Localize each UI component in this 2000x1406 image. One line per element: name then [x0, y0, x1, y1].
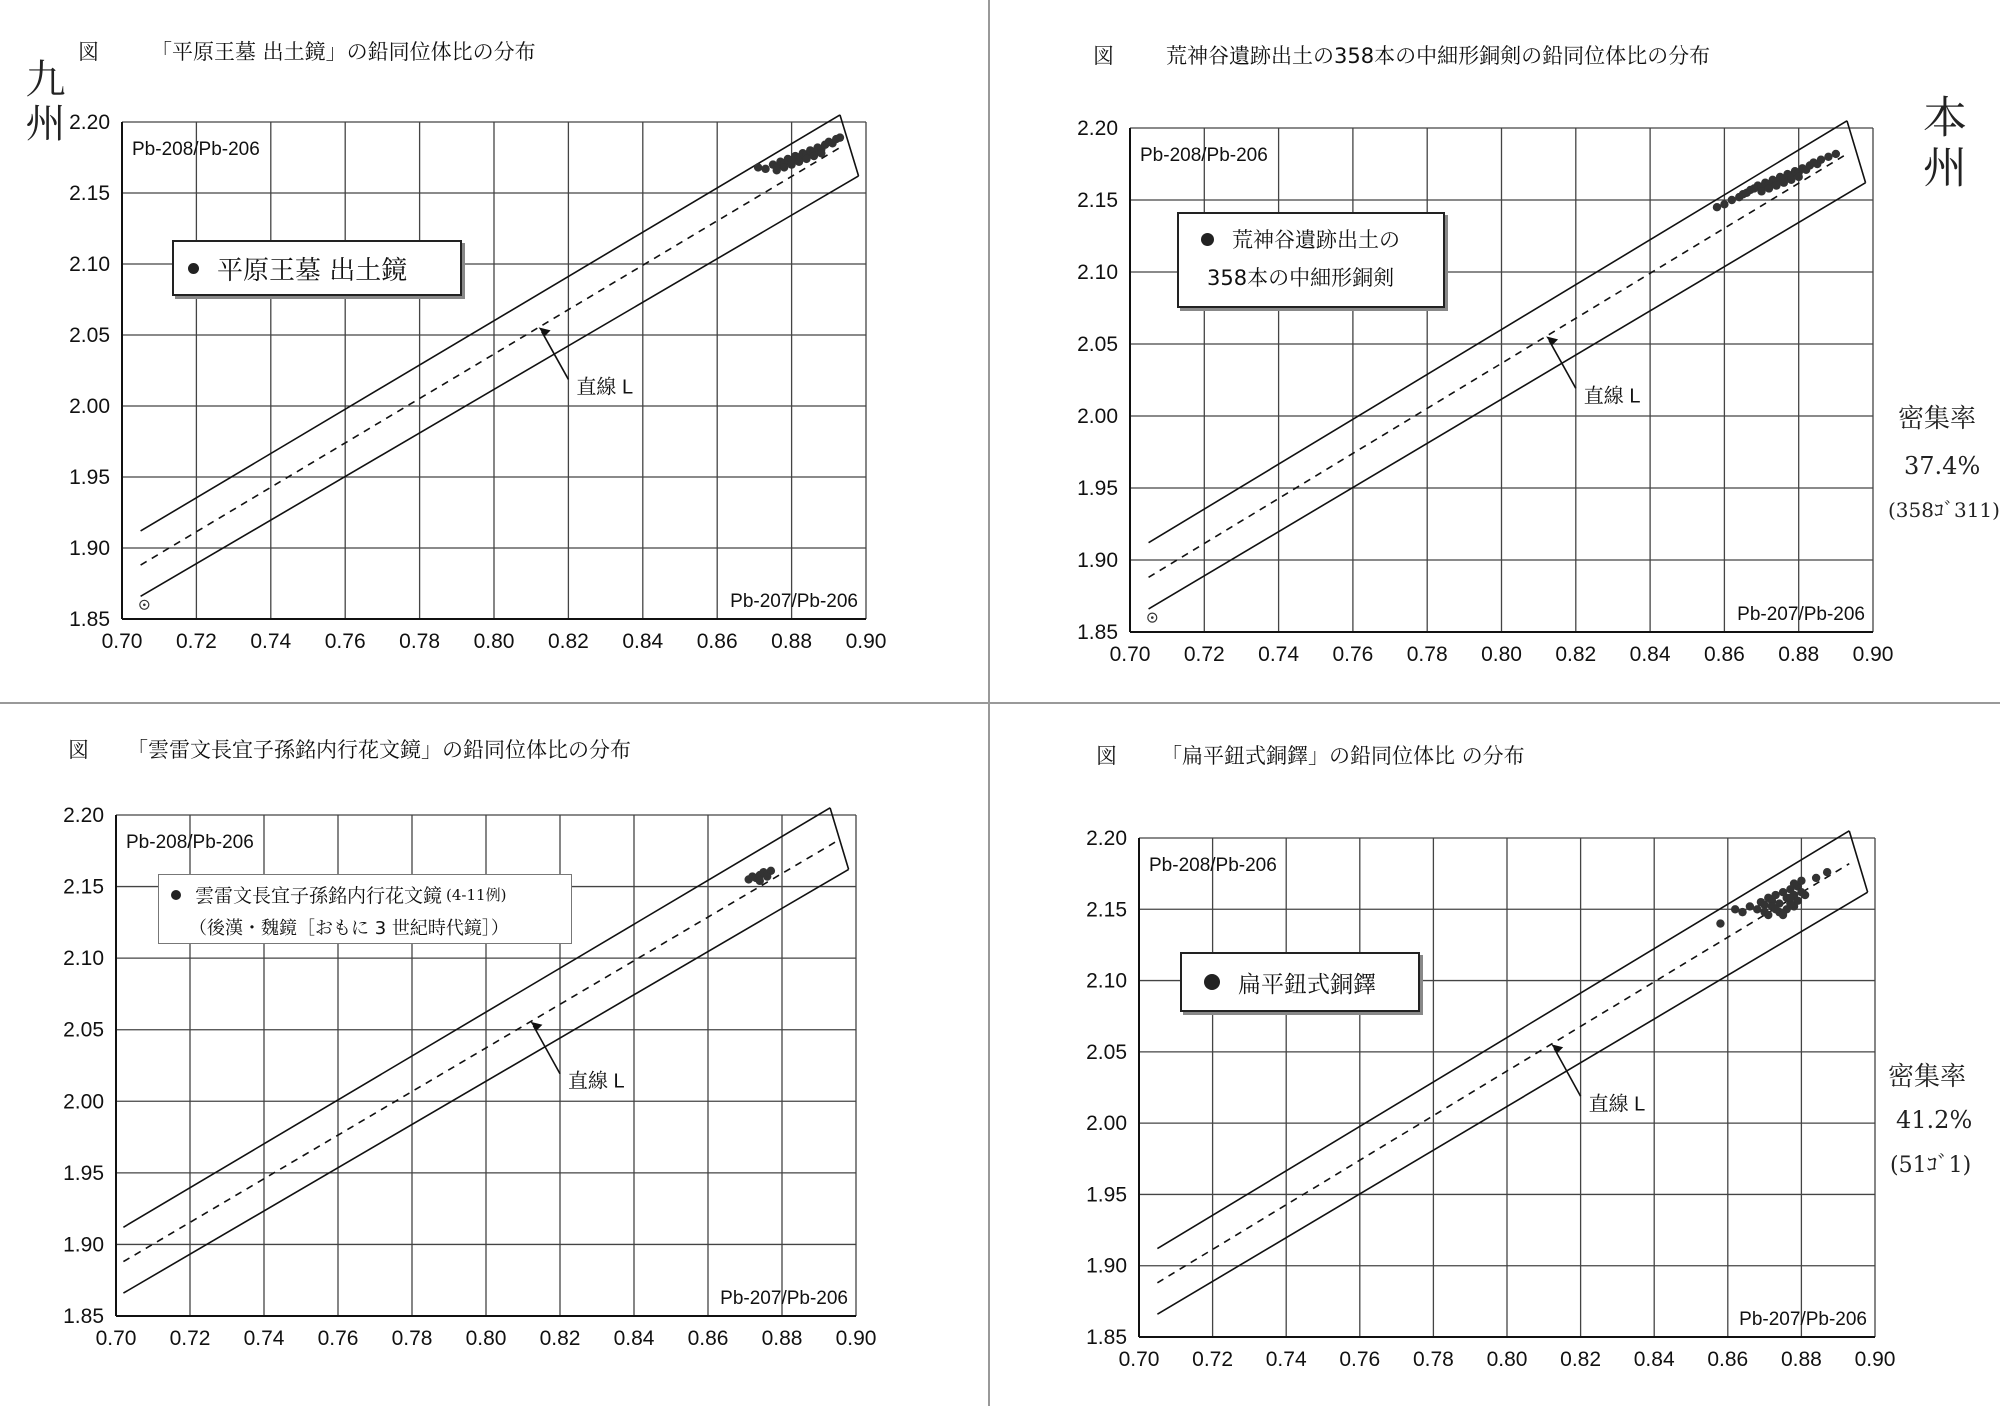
arrow-label: 直線 L — [1583, 385, 1641, 408]
band-end-cap — [1849, 831, 1867, 892]
y-tick-label: 2.20 — [63, 804, 104, 827]
x-tick-label: 0.84 — [613, 1327, 655, 1350]
y-tick-label: 1.90 — [63, 1233, 104, 1257]
y-tick-label: 2.00 — [1077, 405, 1118, 428]
x-tick-label: 0.82 — [1555, 643, 1597, 666]
x-tick-label: 0.72 — [175, 630, 217, 653]
x-tick-label: 0.70 — [95, 1327, 137, 1350]
legend-marker-4 — [1204, 974, 1220, 990]
y-tick-label: 2.15 — [63, 875, 104, 899]
x-tick-label: 0.86 — [1703, 643, 1745, 666]
y-tick-label: 2.05 — [63, 1018, 104, 1042]
legend-label-3-line2: （後漢・魏鏡［おもに 3 世紀時代鏡］） — [189, 918, 509, 939]
x-tick-label: 0.70 — [1118, 1348, 1160, 1371]
y-tick-label: 2.20 — [1086, 827, 1127, 850]
x-tick-label: 0.84 — [1629, 643, 1671, 666]
legend-label-3: 雲雷文長宜子孫銘内行花文鏡 — [195, 885, 443, 907]
data-point — [1779, 911, 1787, 919]
x-tick-label: 0.74 — [1258, 643, 1300, 666]
y-tick-label: 2.20 — [69, 111, 110, 134]
y-tick-label: 2.00 — [69, 395, 110, 418]
x-tick-label: 0.88 — [1778, 643, 1820, 666]
x-tick-label: 0.80 — [473, 630, 515, 653]
x-tick-label: 0.72 — [1192, 1348, 1234, 1371]
legend-note-3: (4-11例) — [446, 886, 507, 904]
y-tick-label: 1.85 — [1077, 621, 1118, 644]
x-tick-label: 0.74 — [1265, 1348, 1307, 1371]
arrow-label: 直線 L — [576, 376, 634, 399]
data-point — [1731, 905, 1739, 913]
y-axis-label: Pb-208/Pb-206 — [126, 832, 254, 853]
data-point — [1823, 868, 1831, 876]
x-tick-label: 0.72 — [169, 1327, 211, 1350]
y-tick-label: 2.15 — [1077, 189, 1118, 212]
x-axis-label: Pb-207/Pb-206 — [1737, 604, 1865, 625]
x-tick-label: 0.80 — [1481, 643, 1522, 666]
data-point — [1797, 877, 1805, 885]
x-tick-label: 0.78 — [391, 1327, 433, 1350]
x-tick-label: 0.88 — [761, 1327, 803, 1350]
handwritten-honshu: 本州 — [1915, 94, 1966, 194]
x-tick-label: 0.82 — [1560, 1348, 1602, 1371]
band-upper-line — [1157, 831, 1849, 1249]
chart-title-4: 図 「扁平鈕式銅鐸」の鉛同位体比 の分布 — [1096, 744, 1525, 768]
x-tick-label: 0.76 — [1332, 643, 1374, 666]
legend-label-1: 平原王墓 出土鏡 — [217, 255, 408, 286]
x-tick-label: 0.86 — [696, 630, 738, 653]
legend-label-2: 荒神谷遺跡出土の — [1232, 228, 1400, 252]
data-point — [1794, 897, 1802, 905]
y-tick-label: 2.00 — [63, 1090, 104, 1114]
x-tick-label: 0.78 — [1412, 1348, 1454, 1371]
chart-title-3: 図 「雲雷文長宜子孫銘内行花文鏡」の鉛同位体比の分布 — [68, 738, 631, 762]
y-tick-label: 1.95 — [1086, 1183, 1127, 1207]
figure-label-2: 図 — [1093, 44, 1114, 68]
y-tick-label: 2.05 — [1077, 333, 1118, 356]
x-tick-label: 0.90 — [835, 1327, 877, 1350]
x-axis-label: Pb-207/Pb-206 — [720, 1288, 848, 1309]
y-tick-label: 1.90 — [1077, 549, 1118, 572]
x-tick-label: 0.84 — [622, 630, 664, 653]
y-tick-label: 2.10 — [1077, 261, 1118, 284]
data-point — [1812, 874, 1820, 882]
y-tick-label: 2.15 — [1086, 898, 1127, 922]
handwritten-rate-value-1: 37.4% — [1904, 452, 1981, 480]
x-tick-label: 0.74 — [243, 1327, 285, 1350]
legend-label-2-line2: 358本の中細形銅剣 — [1207, 266, 1395, 290]
x-tick-label: 0.70 — [101, 630, 143, 653]
x-tick-label: 0.74 — [250, 630, 292, 653]
legend-4 — [1180, 952, 1420, 1012]
y-tick-label: 2.05 — [1086, 1040, 1127, 1064]
x-tick-label: 0.82 — [539, 1327, 581, 1350]
figure-label-1: 図 — [78, 40, 99, 64]
x-axis-label: Pb-207/Pb-206 — [1739, 1309, 1867, 1330]
x-tick-label: 0.90 — [1854, 1348, 1896, 1371]
x-axis-label: Pb-207/Pb-206 — [730, 591, 858, 612]
x-tick-label: 0.80 — [1486, 1348, 1528, 1371]
y-tick-label: 1.85 — [63, 1305, 104, 1328]
data-point — [1738, 908, 1746, 916]
x-tick-label: 0.90 — [1852, 643, 1894, 666]
y-tick-label: 1.90 — [1086, 1254, 1127, 1278]
figure-label-4: 図 — [1096, 744, 1117, 768]
x-tick-label: 0.82 — [547, 630, 589, 653]
x-tick-label: 0.78 — [1406, 643, 1448, 666]
y-tick-label: 1.85 — [69, 608, 110, 631]
y-tick-label: 1.95 — [1077, 477, 1118, 500]
data-point — [1764, 911, 1772, 919]
handwritten-rate-value-2: 41.2% — [1896, 1106, 1973, 1134]
x-tick-label: 0.70 — [1109, 643, 1151, 666]
data-point — [1753, 905, 1761, 913]
arrow-label: 直線 L — [1588, 1093, 1646, 1116]
x-tick-label: 0.90 — [845, 630, 887, 653]
y-tick-label: 1.85 — [1086, 1326, 1127, 1349]
data-point — [1801, 891, 1809, 899]
chart-title-1: 図 「平原王墓 出土鏡」の鉛同位体比の分布 — [78, 40, 536, 64]
handwritten-rate-count-2: (51ｺﾞ1) — [1890, 1153, 1972, 1178]
y-tick-label: 1.95 — [69, 466, 110, 489]
data-point — [1786, 894, 1794, 902]
x-tick-label: 0.88 — [1780, 1348, 1822, 1371]
y-tick-label: 2.00 — [1086, 1112, 1127, 1136]
x-tick-label: 0.76 — [324, 630, 366, 653]
y-tick-label: 1.90 — [69, 537, 110, 560]
x-tick-label: 0.86 — [1707, 1348, 1749, 1371]
y-axis-label: Pb-208/Pb-206 — [132, 139, 260, 160]
x-tick-label: 0.78 — [399, 630, 441, 653]
handwritten-rate-label-1: 密集率 — [1898, 404, 1977, 434]
y-axis-label: Pb-208/Pb-206 — [1149, 855, 1277, 876]
chart-title-2: 図 荒神谷遺跡出土の358本の中細形銅剣の鉛同位体比の分布 — [1093, 44, 1711, 68]
arrow-label: 直線 L — [568, 1070, 625, 1093]
handwritten-kyushu: 九州 — [19, 58, 65, 146]
x-tick-label: 0.72 — [1183, 643, 1225, 666]
arrow-line — [1554, 1048, 1580, 1096]
data-point — [1771, 905, 1779, 913]
handwritten-rate-count-1: (358ｺﾞ311) — [1888, 498, 2000, 522]
line-L — [1157, 864, 1849, 1283]
y-axis-label: Pb-208/Pb-206 — [1140, 145, 1268, 166]
y-tick-label: 2.05 — [69, 324, 110, 347]
data-point — [1746, 902, 1754, 910]
data-point — [1771, 891, 1779, 899]
y-tick-label: 2.20 — [1077, 117, 1118, 140]
x-tick-label: 0.88 — [771, 630, 813, 653]
x-tick-label: 0.80 — [465, 1327, 507, 1350]
x-tick-label: 0.76 — [1339, 1348, 1381, 1371]
y-tick-label: 2.10 — [1086, 969, 1127, 993]
data-point — [1716, 919, 1724, 927]
data-point — [1790, 879, 1798, 887]
x-tick-label: 0.84 — [1633, 1348, 1675, 1371]
legend-label-4: 扁平鈕式銅鐸 — [1238, 971, 1376, 998]
y-tick-label: 1.95 — [63, 1161, 104, 1185]
x-tick-label: 0.76 — [317, 1327, 359, 1350]
y-tick-label: 2.10 — [69, 253, 110, 276]
x-tick-label: 0.86 — [687, 1327, 729, 1350]
handwritten-rate-label-2: 密集率 — [1888, 1062, 1967, 1092]
y-tick-label: 2.15 — [69, 182, 110, 205]
y-tick-label: 2.10 — [63, 947, 104, 971]
figure-label-3: 図 — [68, 738, 89, 762]
